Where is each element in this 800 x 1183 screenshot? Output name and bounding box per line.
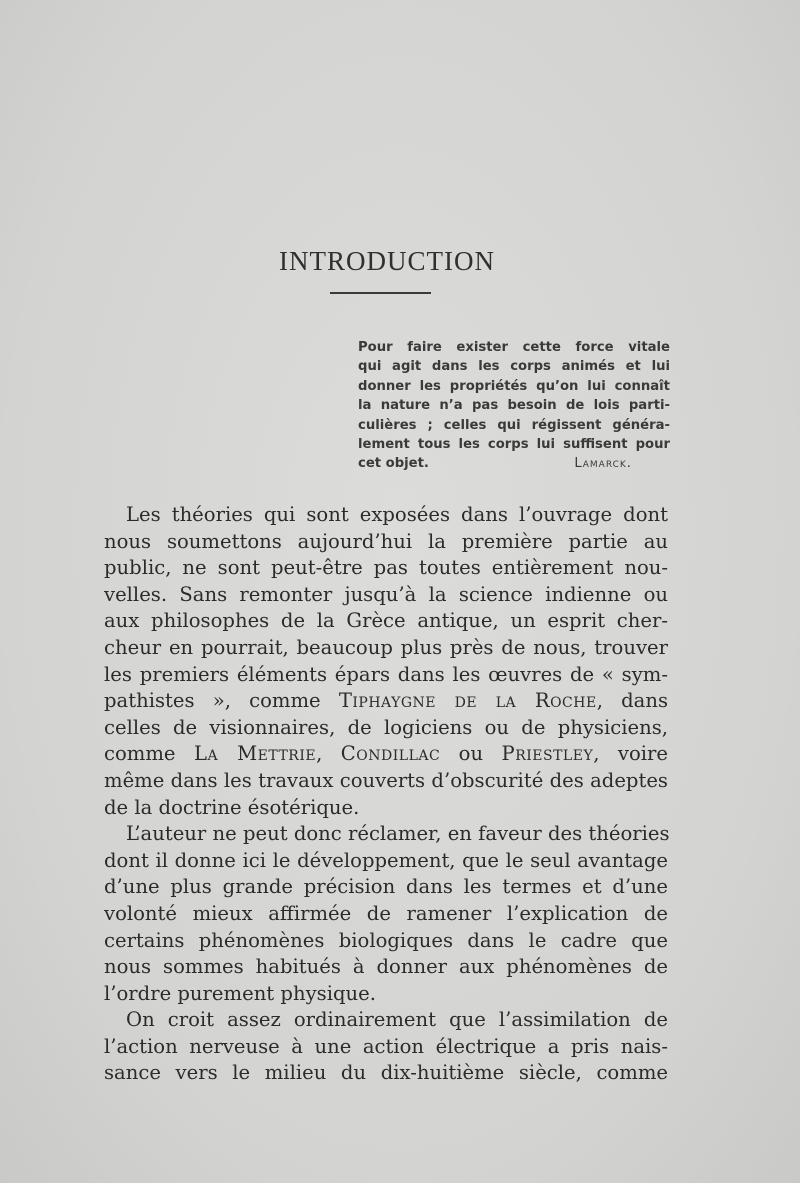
body-line: L’auteur ne peut donc réclamer, en faveur des théories <box>126 822 670 846</box>
epigraph-author: Lamarck. <box>574 456 632 472</box>
text-fragment: , dans <box>596 689 668 713</box>
body-line: les premiers éléments épars dans les œuvres de « sym- <box>104 662 668 686</box>
author-name: Condillac <box>340 742 441 766</box>
title-rule <box>330 292 431 294</box>
epigraph-line: lement tous les corps lui suffisent pour <box>358 437 670 453</box>
epigraph-last-line <box>358 454 632 473</box>
body-line <box>104 741 668 768</box>
body-line: de la doctrine ésotérique. <box>104 795 360 819</box>
body-line: nous soumettons aujourd’hui la première partie au <box>104 529 668 553</box>
epigraph-line: donner les propriétés qu’on lui connaît <box>358 378 670 394</box>
body-line: nous sommes habitués à donner aux phénomènes de <box>104 955 668 979</box>
body-line: volonté mieux affirmée de ramener l’explication de <box>104 901 668 925</box>
author-name: Tiphaygne de la Roche <box>338 689 597 713</box>
body-line: l’ordre purement physique. <box>104 981 376 1005</box>
text-fragment: ou <box>440 742 502 766</box>
epigraph <box>358 338 670 474</box>
body-line: velles. Sans remonter jusqu’à la science indienne ou <box>104 582 668 606</box>
text-fragment: comme <box>104 742 194 766</box>
body-line: celles de visionnaires, de logiciens ou de physiciens, <box>104 715 668 739</box>
body-line: public, ne sont peut-être pas toutes entièrement nou- <box>104 556 668 580</box>
text-fragment: , <box>316 742 341 766</box>
epigraph-line: la nature n’a pas besoin de lois parti- <box>358 398 670 414</box>
body-line: cheur en pourrait, beaucoup plus près de nous, trouver <box>104 635 668 659</box>
body-line: d’une plus grande précision dans les termes et d’une <box>104 875 668 899</box>
body-line: l’action nerveuse à une action électrique a pris nais- <box>104 1034 668 1058</box>
body-line: dont il donne ici le développement, que le seul avantage <box>104 848 668 872</box>
body-line: aux philosophes de la Grèce antique, un esprit cher- <box>104 609 668 633</box>
epigraph-line: cet objet. <box>358 456 429 472</box>
body-line: certains phénomènes biologiques dans le cadre que <box>104 928 668 952</box>
text-fragment: , voire <box>593 742 668 766</box>
author-name: Priestley <box>501 742 594 766</box>
author-name: La Mettrie <box>194 742 317 766</box>
body-line: sance vers le milieu du dix-huitième siècle, comme <box>104 1061 668 1085</box>
epigraph-line: culières ; celles qui régissent généra- <box>358 417 670 433</box>
text-fragment: pathistes », comme <box>104 689 339 713</box>
body-line: On croit assez ordinairement que l’assimilation de <box>126 1008 668 1032</box>
body-line: même dans les travaux couverts d’obscurité des adeptes <box>104 768 668 792</box>
epigraph-line: Pour faire exister cette force vitale <box>358 340 670 355</box>
epigraph-line: qui agit dans les corps animés et lui <box>358 359 670 375</box>
body-text <box>104 502 668 1087</box>
body-line: Les théories qui sont exposées dans l’ouvrage dont <box>126 503 668 526</box>
page-title: INTRODUCTION <box>279 246 495 276</box>
body-line <box>104 688 668 715</box>
